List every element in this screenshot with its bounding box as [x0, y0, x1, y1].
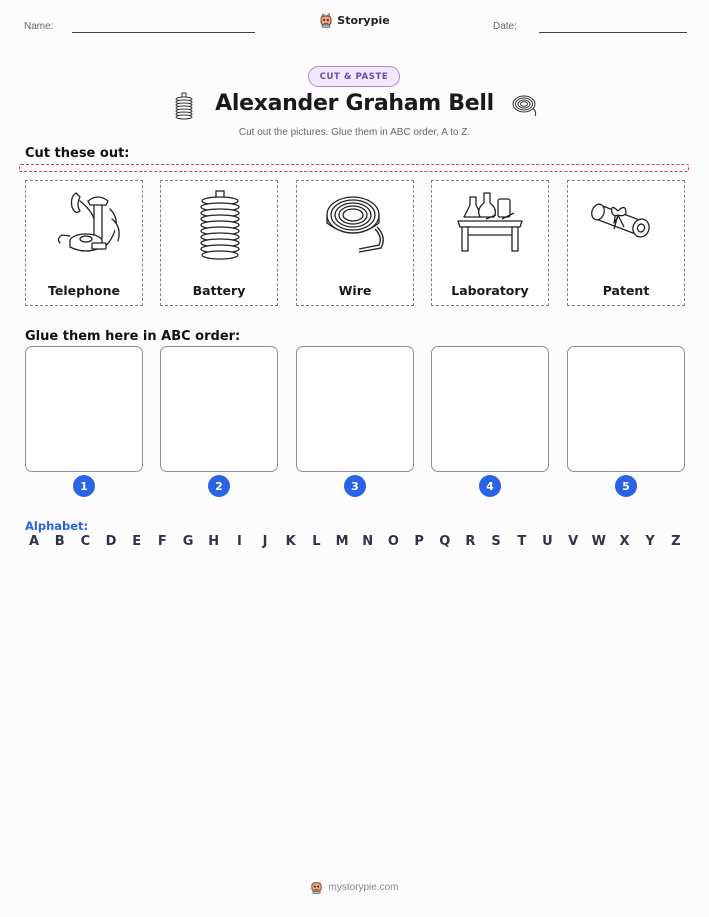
brand-name: Storypie	[337, 14, 390, 27]
letter: C	[80, 534, 91, 549]
alphabet-row	[25, 534, 685, 549]
letter: B	[54, 534, 65, 549]
storypie-mascot-icon	[319, 13, 333, 28]
wire-coil-icon	[511, 94, 539, 118]
cut-line	[19, 164, 689, 172]
letter: T	[517, 534, 527, 549]
cut-card-patent[interactable]	[567, 180, 685, 306]
letter: J	[262, 534, 268, 549]
letter: Z	[671, 534, 681, 549]
letter: N	[362, 534, 374, 549]
name-label: Name:	[24, 21, 54, 32]
cut-card-telephone[interactable]	[25, 180, 143, 306]
number-badge-3: 3	[344, 475, 366, 497]
letter: O	[387, 534, 399, 549]
glue-box-1[interactable]	[25, 346, 143, 472]
footer-site[interactable]: mystorypie.com	[328, 881, 399, 893]
glue-box-5[interactable]	[567, 346, 685, 472]
number-badge-1: 1	[73, 475, 95, 497]
card-label: Telephone	[48, 283, 120, 298]
letter: U	[542, 534, 553, 549]
card-label: Wire	[338, 283, 372, 298]
letter: D	[105, 534, 117, 549]
letter: G	[182, 534, 194, 549]
card-label: Battery	[192, 283, 246, 298]
letter: S	[491, 534, 501, 549]
letter: I	[236, 534, 242, 549]
name-line[interactable]	[72, 32, 255, 33]
glue-box-2[interactable]	[160, 346, 278, 472]
date-label: Date:	[493, 21, 517, 32]
number-badge-5: 5	[615, 475, 637, 497]
glue-heading: Glue them here in ABC order:	[25, 329, 241, 344]
letter: A	[28, 534, 40, 549]
letter: F	[157, 534, 167, 549]
letter: Q	[439, 534, 451, 549]
cut-paste-badge: CUT & PASTE	[308, 66, 400, 87]
letter: R	[465, 534, 476, 549]
letter: Y	[645, 534, 655, 549]
laboratory-icon	[432, 181, 550, 281]
letter: V	[568, 534, 579, 549]
glue-box-4[interactable]	[431, 346, 549, 472]
page-title: Alexander Graham Bell	[215, 91, 494, 116]
letter: X	[619, 534, 630, 549]
cut-card-laboratory[interactable]	[431, 180, 549, 306]
telephone-icon	[26, 181, 144, 281]
battery-icon	[161, 181, 279, 281]
footer	[0, 880, 709, 894]
letter: K	[285, 534, 296, 549]
letter: E	[132, 534, 142, 549]
brand-logo	[0, 13, 709, 28]
instructions: Cut out the pictures. Glue them in ABC order, A to Z.	[238, 127, 471, 138]
alphabet-heading: Alphabet:	[25, 519, 89, 533]
letter: W	[591, 534, 606, 549]
letter: M	[335, 534, 349, 549]
number-badge-4: 4	[479, 475, 501, 497]
cut-card-wire[interactable]	[296, 180, 414, 306]
letter: L	[312, 534, 321, 549]
card-label: Patent	[602, 283, 650, 298]
card-label: Laboratory	[451, 283, 529, 298]
storypie-mascot-icon	[310, 880, 323, 894]
date-line[interactable]	[539, 32, 687, 33]
patent-scroll-icon	[568, 181, 686, 281]
letter: H	[208, 534, 220, 549]
glue-box-3[interactable]	[296, 346, 414, 472]
cut-heading: Cut these out:	[25, 146, 130, 161]
cut-card-battery[interactable]	[160, 180, 278, 306]
number-badge-2: 2	[208, 475, 230, 497]
letter: P	[414, 534, 424, 549]
wire-coil-icon	[297, 181, 415, 281]
